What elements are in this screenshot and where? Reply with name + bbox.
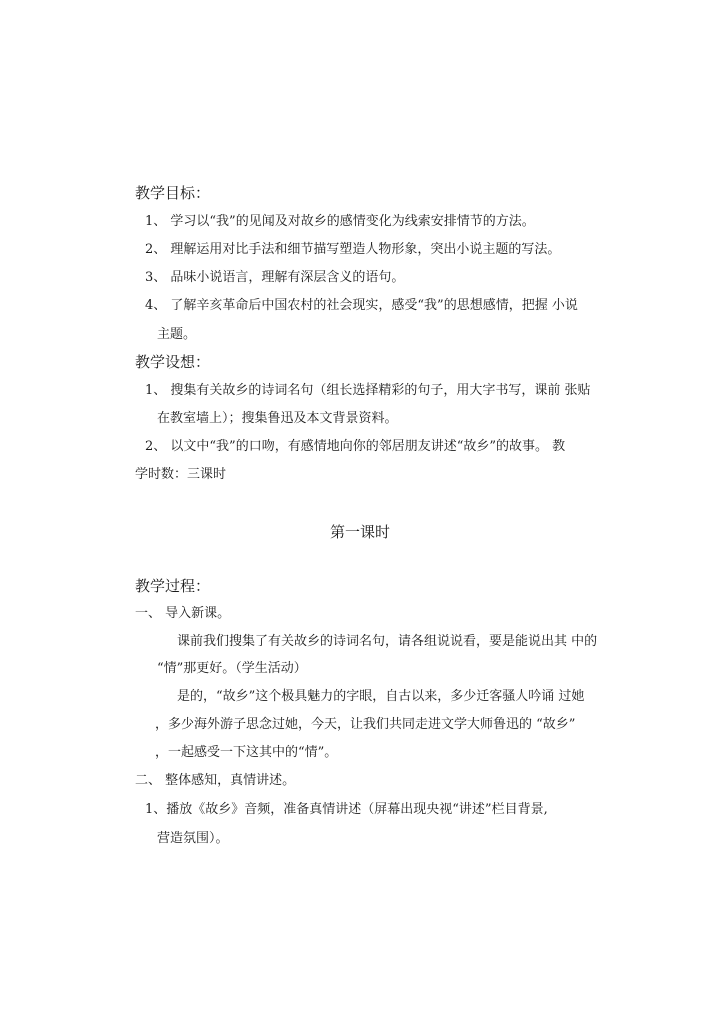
goal-item-4-continued: 主题。 <box>157 327 197 342</box>
goals-heading: 教学目标： <box>135 184 211 202</box>
process-section-2-item-1-continued: 营造氛围）。 <box>157 831 229 846</box>
goal-item-4: 4、 了解辛亥革命后中国农村的社会现实，感受“我”的思想感情，把握 小说 <box>145 298 578 313</box>
process-section-2-title: 二、 整体感知，真情讲述。 <box>135 773 296 788</box>
design-item-1-continued: 在教室墙上）；搜集鲁迅及本文背景资料。 <box>157 411 398 426</box>
lesson-hours: 学时数：三课时 <box>135 467 227 482</box>
design-item-2: 2、 以文中“我”的口吻，有感情地向你的邻居朋友讲述“故乡”的故事。 教 <box>145 439 566 454</box>
goal-item-1: 1、 学习以“我”的见闻及对故乡的感情变化为线索安排情节的方法。 <box>145 214 535 229</box>
process-paragraph-2-line-2: ，多少海外游子思念过她，今天，让我们共同走进文学大师鲁迅的 “故乡” <box>155 717 576 732</box>
design-heading: 教学设想： <box>135 353 211 371</box>
process-paragraph-1-line-1: 课前我们搜集了有关故乡的诗词名句，请各组说说看，要是能说出其 中的 <box>177 634 598 649</box>
process-section-1-title: 一、 导入新课。 <box>135 606 231 621</box>
process-paragraph-1-line-2: “情”那更好。（学生活动） <box>157 661 307 676</box>
goal-item-2: 2、 理解运用对比手法和细节描写塑造人物形象，突出小说主题的写法。 <box>145 242 561 257</box>
design-item-1: 1、 搜集有关故乡的诗词名句（组长选择精彩的句子，用大字书写，课前 张贴 <box>145 383 591 398</box>
goal-item-3: 3、 品味小说语言，理解有深层含义的语句。 <box>145 270 405 285</box>
lesson-title: 第一课时 <box>329 523 390 541</box>
process-paragraph-2-line-3: ，一起感受一下这其中的“情”。 <box>155 745 338 760</box>
process-paragraph-2-line-1: 是的，“故乡”这个极具魅力的字眼，自古以来，多少迁客骚人吟诵 过她 <box>177 689 585 704</box>
process-section-2-item-1: 1、播放《故乡》音频，准备真情讲述（屏幕出现央视“讲述”栏目背景, <box>145 802 548 817</box>
process-heading: 教学过程： <box>135 577 211 595</box>
